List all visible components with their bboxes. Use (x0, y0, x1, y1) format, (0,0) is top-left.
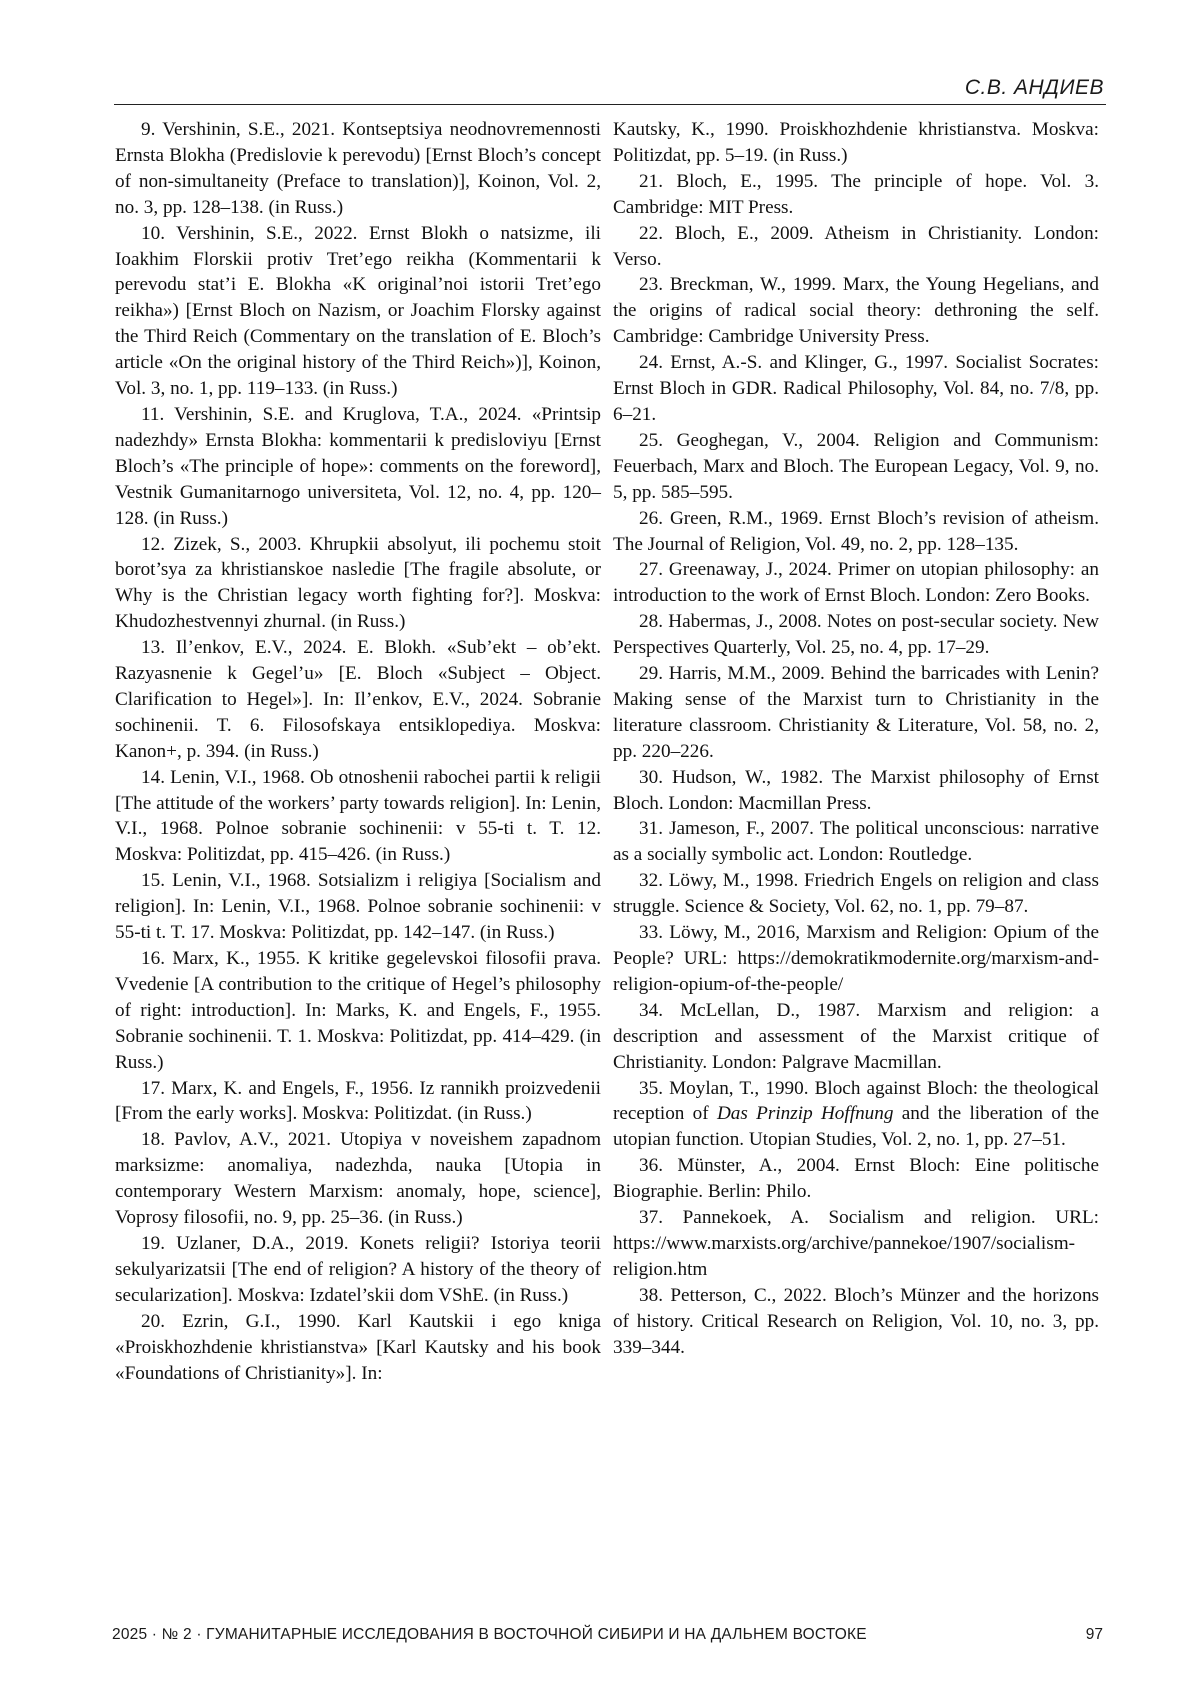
header-divider (114, 104, 1106, 105)
reference-text: Moylan, T., 1990. Bloch against Bloch: the theological reception of (613, 1077, 1100, 1125)
reference-number: 25. (639, 429, 663, 451)
reference-text: Habermas, J., 2008. Notes on post-secular society. New Perspectives Quarterly, Vol. 25, no. 4, pp. 17–29. (613, 611, 1099, 659)
reference-number: 28. (639, 611, 663, 633)
reference-text: Pannekoek, A. Socialism and religion. URL: https://www.marxists.org/archive/pannekoe/1907/socialism-religion.htm (613, 1207, 1100, 1280)
reference-text: Il’enkov, E.V., 2024. E. Blokh. «Sub’ekt – ob’ekt. Razyasnenie k Gegel’u» [E. Bloch «Subject – Object. Clarification to Hegel»]. In: Il’enkov, E.V., 2024. Sobranie sochinenii. T. 6. Filosofskaya entsiklopediya. Moskva: Kanon+, p. 394. (in Russ.) (115, 637, 601, 762)
reference-number: 15. (141, 870, 165, 892)
reference-entry (613, 1205, 1099, 1283)
reference-text: Lenin, V.I., 1968. Sotsializm i religiya [Socialism and religion]. In: Lenin, V.I., 1968. Polnoe sobranie sochinenii: v 55-ti t. T. 17. Moskva: Politizdat, pp. 142–147. (in Russ.) (115, 870, 601, 944)
reference-entry (613, 765, 1099, 817)
reference-text: Ernst, A.-S. and Klinger, G., 1997. Socialist Socrates: Ernst Bloch in GDR. Radical Philosophy, Vol. 84, no. 7/8, pp. 6–21. (613, 352, 1099, 425)
reference-number: 11. (141, 403, 165, 425)
reference-number: 33. (639, 922, 663, 944)
reference-number: 22. (639, 222, 663, 244)
reference-text: McLellan, D., 1987. Marxism and religion: a description and assessment of the Marxist critique of Christianity. London: Palgrave Macmillan. (613, 999, 1099, 1073)
reference-number: 26. (639, 507, 663, 529)
reference-entry (613, 868, 1099, 920)
reference-entry (115, 221, 601, 402)
reference-text: Löwy, M., 1998. Friedrich Engels on religion and class struggle. Science & Society, Vol. 62, no. 1, pp. 79–87. (613, 870, 1099, 918)
reference-number: 19. (141, 1232, 165, 1254)
reference-number: 38. (639, 1284, 663, 1306)
reference-number: 14. (141, 766, 165, 788)
reference-number: 24. (639, 352, 663, 374)
reference-text: Greenaway, J., 2024. Primer on utopian philosophy: an introduction to the work of Ernst Bloch. London: Zero Books. (613, 559, 1100, 607)
reference-text: Vershinin, S.E., 2022. Ernst Blokh o natsizme, ili Ioakhim Florskii protiv Tret’ego reikha (Kommentarii k perevodu stat’i E. Blokha «K original’noi istorii Tret’ego reikha») [Ernst Bloch on Nazism, or Joachim Florsky against the Third Reich (Commentary on the translation of E. Bloch’s article «On the original history of the Third Reich»)], Koinon, Vol. 3, no. 1, pp. 119–133. (in Russ.) (115, 222, 601, 400)
reference-entry (613, 1283, 1099, 1361)
reference-number: 10. (141, 222, 165, 244)
reference-entry (613, 221, 1099, 273)
reference-text: Kautsky, K., 1990. Proiskhozhdenie khristianstva. Moskva: Politizdat, pp. 5–19. (in Russ.) (613, 119, 1099, 166)
references-column-left (115, 117, 601, 1386)
reference-text: Bloch, E., 1995. The principle of hope. Vol. 3. Cambridge: MIT Press. (613, 170, 1100, 218)
reference-entry (613, 609, 1099, 661)
reference-text: Green, R.M., 1969. Ernst Bloch’s revision of atheism. The Journal of Religion, Vol. 49, no. 2, pp. 128–135. (613, 507, 1100, 555)
reference-entry (115, 117, 601, 221)
reference-number: 9. (141, 119, 156, 140)
reference-text: Petterson, C., 2022. Bloch’s Münzer and the horizons of history. Critical Research on Religion, Vol. 10, no. 3, pp. 339–344. (613, 1284, 1100, 1358)
reference-number: 36. (639, 1155, 663, 1177)
references-column-right (613, 117, 1099, 1361)
reference-entry (613, 506, 1099, 558)
reference-entry (115, 765, 601, 869)
reference-entry (613, 1153, 1099, 1205)
page-number: 97 (1085, 1626, 1103, 1643)
reference-entry (115, 1127, 601, 1231)
reference-text: Hudson, W., 1982. The Marxist philosophy of Ernst Bloch. London: Macmillan Press. (613, 766, 1099, 814)
reference-number: 34. (639, 999, 663, 1021)
reference-italic-title: Das Prinzip Hoffnung (716, 1103, 894, 1125)
reference-text: Marx, K., 1955. K kritike gegelevskoi filosofii prava. Vvedenie [A contribution to the critique of Hegel’s philosophy of right: introduction]. In: Marks, K. and Engels, F., 1955. Sobranie sochinenii. T. 1. Moskva: Politizdat, pp. 414–429. (in Russ.) (115, 948, 602, 1073)
reference-text: Harris, M.M., 2009. Behind the barricades with Lenin? Making sense of the Marxist turn to Christianity in the literature classroom. Christianity & Literature, Vol. 58, no. 2, pp. 220–226. (613, 663, 1099, 762)
reference-number: 16. (141, 948, 165, 969)
reference-text: Marx, K. and Engels, F., 1956. Iz rannikh proizvedenii [From the early works]. Moskva: Politizdat. (in Russ.) (115, 1077, 601, 1125)
reference-number: 31. (639, 818, 663, 840)
reference-entry (115, 402, 601, 532)
reference-text: Zizek, S., 2003. Khrupkii absolyut, ili pochemu stoit borot’sya za khristianskoe nasledie [The fragile absolute, or Why is the Christian legacy worth fighting for?]. Moskva: Khudozhestvennyi zhurnal. (in Russ.) (115, 533, 601, 633)
reference-text: Löwy, M., 2016, Marxism and Religion: Opium of the People? URL: https://demokratikmodernite.org/marxism-and-religion-opium-of-the-people/ (613, 922, 1099, 995)
reference-entry (613, 428, 1099, 506)
reference-entry (613, 169, 1099, 221)
reference-text: Bloch, E., 2009. Atheism in Christianity. London: Verso. (613, 222, 1100, 270)
reference-text: Jameson, F., 2007. The political unconscious: narrative as a socially symbolic act. London: Routledge. (613, 818, 1099, 866)
reference-text: Münster, A., 2004. Ernst Bloch: Eine politische Biographie. Berlin: Philo. (613, 1155, 1099, 1203)
reference-entry (115, 946, 601, 1076)
reference-number: 18. (141, 1129, 165, 1151)
reference-entry (115, 1309, 601, 1387)
reference-number: 29. (639, 663, 663, 685)
reference-text: Vershinin, S.E., 2021. Kontseptsiya neodnovremennosti Ernsta Blokha (Predislovie k perevodu) [Ernst Bloch’s concept of non-simultaneity (Preface to translation)], Koinon, Vol. 2, no. 3, pp. 128–138. (in Russ.) (115, 119, 602, 218)
reference-text: Lenin, V.I., 1968. Ob otnoshenii rabochei partii k religii [The attitude of the workers’ party towards religion]. In: Lenin, V.I., 1968. Polnoe sobranie sochinenii: v 55-ti t. T. 12. Moskva: Politizdat, pp. 415–426. (in Russ.) (115, 766, 601, 866)
footer-journal-title: 2025 · № 2 · ГУМАНИТАРНЫЕ ИССЛЕДОВАНИЯ В ВОСТОЧНОЙ СИБИРИ И НА ДАЛЬНЕМ ВОСТОКЕ (112, 1626, 867, 1643)
reference-number: 13. (141, 637, 165, 659)
reference-text: Geoghegan, V., 2004. Religion and Communism: Feuerbach, Marx and Bloch. The European Legacy, Vol. 9, no. 5, pp. 585–595. (613, 429, 1100, 503)
reference-number: 21. (639, 170, 663, 192)
reference-text: Breckman, W., 1999. Marx, the Young Hegelians, and the origins of radical social theory: dethroning the self. Cambridge: Cambridge University Press. (613, 274, 1100, 348)
reference-text: Uzlaner, D.A., 2019. Konets religii? Istoriya teorii sekulyarizatsii [The end of religion? A history of the theory of secularization]. Moskva: Izdatel’skii dom VShE. (in Russ.) (115, 1232, 601, 1306)
reference-text: Ezrin, G.I., 1990. Karl Kautskii i ego kniga «Proiskhozhdenie khristianstva» [Karl Kautsky and his book «Foundations of Christianity»]. In: (115, 1310, 602, 1384)
reference-number: 17. (141, 1077, 165, 1099)
reference-entry (613, 920, 1099, 998)
reference-number: 37. (639, 1207, 663, 1229)
reference-text: Vershinin, S.E. and Kruglova, T.A., 2024. «Printsip nadezhdy» Ernsta Blokha: kommentarii k predisloviyu [Ernst Bloch’s «The principle of hope»: comments on the foreword], Vestnik Gumanitarnogo universiteta, Vol. 12, no. 4, pp. 120–128. (in Russ.) (115, 403, 601, 529)
reference-entry (115, 868, 601, 946)
reference-text: Pavlov, A.V., 2021. Utopiya v noveishem zapadnom marksizme: anomaliya, nadezhda, nauka [Utopia in contemporary Western Marxism: anomaly, hope, science], Voprosy filosofii, no. 9, pp. 25–36. (in Russ.) (115, 1129, 602, 1229)
running-header-author: С.В. АНДИЕВ (964, 76, 1104, 99)
reference-entry (613, 1076, 1099, 1154)
reference-number: 12. (141, 533, 165, 555)
reference-entry (613, 272, 1099, 350)
reference-number: 30. (639, 766, 663, 788)
reference-entry (115, 1076, 601, 1128)
reference-entry (613, 816, 1099, 868)
reference-entry (613, 998, 1099, 1076)
reference-number: 20. (141, 1310, 165, 1332)
reference-entry (115, 1231, 601, 1309)
reference-entry (613, 117, 1099, 169)
reference-entry (613, 557, 1099, 609)
reference-number: 32. (639, 870, 663, 892)
reference-entry (115, 532, 601, 636)
reference-number: 27. (639, 559, 663, 581)
reference-text: and the liberation of the utopian function. Utopian Studies, Vol. 2, no. 1, pp. 27–51. (613, 1103, 1099, 1151)
reference-entry (115, 635, 601, 765)
reference-number: 23. (639, 274, 663, 296)
reference-entry (613, 350, 1099, 428)
reference-entry (613, 661, 1099, 765)
reference-number: 35. (639, 1077, 663, 1099)
